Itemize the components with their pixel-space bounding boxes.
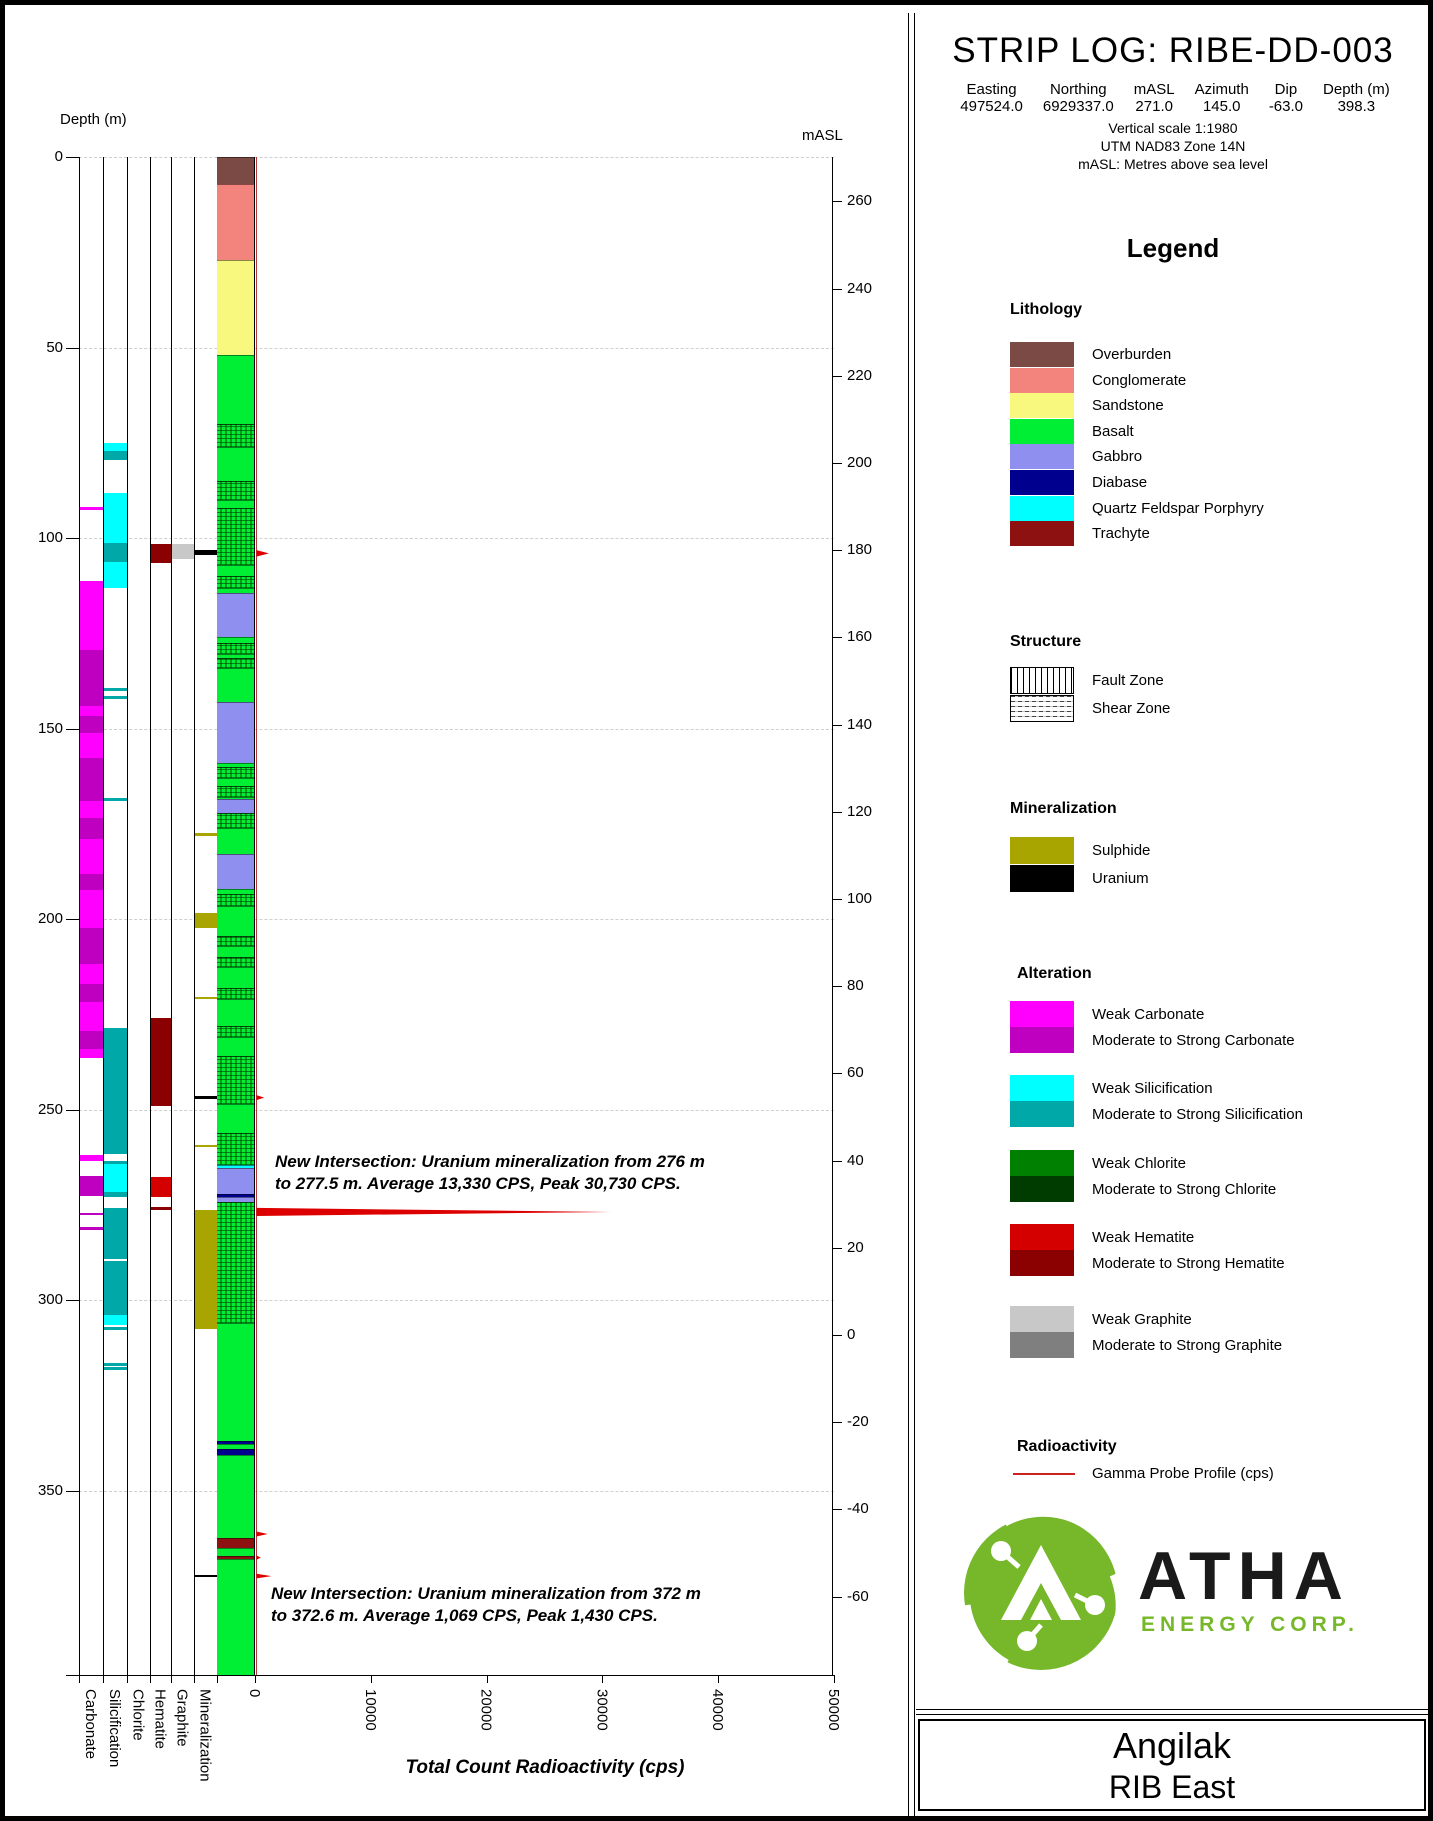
legend-swatch-moderate-to-strong-chlorite (1010, 1176, 1074, 1202)
page-title: STRIP LOG: RIBE-DD-003 (952, 31, 1394, 70)
silicification-interval (104, 493, 127, 543)
masl-tick-label: 240 (847, 279, 873, 297)
collar-field-masl: mASL 271.0 (1133, 81, 1175, 115)
lithology-interval-basalt (217, 767, 254, 778)
legend-swatch-weak-chlorite (1010, 1150, 1074, 1176)
legend-alteration-header: Alteration (1017, 965, 1092, 982)
silicification-interval (104, 1367, 127, 1369)
depth-gridline (79, 538, 834, 539)
legend-label: Moderate to Strong Silicification (1092, 1106, 1303, 1123)
gamma-tick-label: 50000 (825, 1689, 842, 1731)
masl-tick (832, 899, 842, 900)
gamma-tick-label: 0 (246, 1689, 263, 1698)
lithology-interval-basalt (217, 1037, 254, 1056)
carbonate-interval (80, 964, 103, 984)
legend-swatch-gabbro (1010, 444, 1074, 469)
silicification-interval (104, 1327, 127, 1330)
legend-swatch-overburden (1010, 342, 1074, 367)
masl-tick (832, 376, 842, 377)
carbonate-interval (80, 650, 103, 706)
gamma-tick (255, 1675, 256, 1683)
lithology-interval-basalt (217, 828, 254, 855)
lithology-interval-basalt (217, 946, 254, 957)
carbonate-interval (80, 839, 103, 874)
legend-swatch-moderate-to-strong-carbonate (1010, 1027, 1074, 1053)
gamma-tick (371, 1675, 372, 1683)
lithology-interval-basalt (217, 1559, 254, 1675)
masl-tick (832, 1335, 842, 1336)
lithology-interval-gabbro (217, 854, 254, 888)
legend-swatch-trachyte (1010, 521, 1074, 546)
lithology-interval-basalt (217, 1202, 254, 1323)
hematite-interval (151, 544, 171, 563)
lithology-interval-basalt (217, 786, 254, 797)
masl-tick-label: 180 (847, 541, 873, 559)
depth-tick-label: 0 (54, 148, 63, 165)
masl-tick-label: -40 (847, 1500, 869, 1518)
graphite-interval (172, 544, 194, 559)
column-bottom-tick (127, 1675, 128, 1683)
sulphide-interval (195, 1145, 217, 1147)
legend-swatch-sulphide (1010, 837, 1074, 864)
carbonate-interval (80, 818, 103, 839)
carbonate-interval (80, 801, 103, 818)
lithology-interval-basalt (217, 424, 254, 447)
masl-tick (832, 1597, 842, 1598)
gamma-tick (718, 1675, 719, 1683)
legend-label: Moderate to Strong Graphite (1092, 1337, 1283, 1354)
masl-tick-label: 80 (847, 977, 864, 995)
collar-field-easting: Easting 497524.0 (960, 81, 1023, 115)
masl-tick-label: -20 (847, 1413, 869, 1431)
lithology-interval-basalt (217, 1323, 254, 1441)
column-bottom-tick (103, 1675, 104, 1683)
legend-swatch-moderate-to-strong-silicification (1010, 1101, 1074, 1127)
masl-tick (832, 463, 842, 464)
depth-gridline (79, 1110, 834, 1111)
silicification-interval (104, 1192, 127, 1198)
silicification-interval (104, 696, 127, 699)
depth-tick-label: 350 (37, 1481, 63, 1499)
masl-tick (832, 725, 842, 726)
lithology-interval-basalt (217, 576, 254, 587)
legend-label: Moderate to Strong Chlorite (1092, 1181, 1277, 1198)
legend-swatch-conglomerate (1010, 368, 1074, 393)
gamma-tick (834, 1675, 835, 1683)
depth-tick-label: 100 (37, 529, 63, 547)
carbonate-interval (80, 874, 103, 890)
carbonate-interval (80, 1031, 103, 1049)
masl-tick-label: 100 (847, 890, 873, 907)
lithology-interval-basalt (217, 1455, 254, 1538)
column-label-hematite: Hematite (151, 1689, 169, 1750)
gamma-tick (602, 1675, 603, 1683)
legend-label: Conglomerate (1092, 371, 1187, 389)
legend-label: Basalt (1092, 422, 1134, 440)
lithology-interval-gabbro (217, 1168, 254, 1194)
depth-gridline (79, 1491, 834, 1492)
carbonate-interval (80, 706, 103, 716)
masl-tick (832, 1422, 842, 1423)
silicification-interval (104, 1028, 127, 1154)
panel-divider-line-1 (908, 13, 909, 1818)
depth-tick (66, 538, 79, 539)
masl-tick (832, 1509, 842, 1510)
gamma-axis-title: Total Count Radioactivity (cps) (405, 1757, 685, 1778)
carbonate-interval (80, 716, 103, 733)
sulphide-interval (195, 913, 217, 928)
carbonate-interval (80, 1049, 103, 1059)
masl-axis-header: mASL (802, 127, 843, 144)
column-line (150, 157, 151, 1675)
masl-tick-label: 0 (847, 1326, 856, 1343)
masl-tick (832, 637, 842, 638)
column-label-carbonate: Carbonate (82, 1689, 99, 1760)
silicification-interval (104, 798, 127, 801)
legend-label: Overburden (1092, 346, 1172, 363)
column-bottom-tick (79, 1675, 80, 1683)
lithology-interval-basalt (217, 967, 254, 988)
uranium-interval (195, 550, 217, 554)
gamma-profile-legend-line (1013, 1473, 1075, 1475)
masl-tick (832, 812, 842, 813)
lithology-interval-overburden (217, 157, 254, 184)
silicification-interval (104, 1208, 127, 1259)
masl-tick-label: -60 (847, 1587, 869, 1605)
hematite-interval (151, 1207, 171, 1210)
column-label-mineralization: Mineralization (196, 1689, 214, 1782)
lithology-interval-basalt (217, 906, 254, 936)
scale-notes (916, 119, 1430, 173)
legend-swatch-fault-zone (1010, 667, 1074, 694)
carbonate-interval (80, 758, 103, 801)
legend-swatch-weak-hematite (1010, 1224, 1074, 1250)
depth-gridline (79, 348, 834, 349)
column-bottom-tick (194, 1675, 195, 1683)
gamma-tick (487, 1675, 488, 1683)
panel-divider-line-2 (914, 13, 915, 1818)
hematite-interval (151, 1018, 171, 1106)
lithology-interval-gabbro (217, 593, 254, 637)
column-line (103, 157, 104, 1675)
depth-tick (66, 1110, 79, 1111)
carbonate-interval (80, 1002, 103, 1031)
legend-label: Weak Hematite (1092, 1229, 1195, 1246)
masl-tick-label: 140 (847, 715, 873, 733)
masl-tick (832, 1073, 842, 1074)
lithology-interval-basalt (217, 658, 254, 668)
scale-note: mASL: Metres above sea level (1078, 156, 1268, 172)
depth-gridline (79, 729, 834, 730)
depth-tick (66, 1300, 79, 1301)
silicification-interval (104, 443, 127, 451)
column-bottom-tick (150, 1675, 151, 1683)
legend-label: Gabbro (1092, 448, 1143, 466)
hematite-interval (151, 1177, 171, 1198)
lithology-interval-basalt (217, 1548, 254, 1557)
silicification-interval (104, 543, 127, 562)
depth-tick (66, 1491, 79, 1492)
collar-fields (930, 81, 1420, 115)
lithology-interval-gabbro (217, 702, 254, 763)
lithology-interval-basalt (217, 565, 254, 576)
depth-tick (66, 919, 79, 920)
column-bottom-tick (171, 1675, 172, 1683)
masl-tick-label: 160 (847, 628, 873, 646)
legend-label: Diabase (1092, 474, 1148, 491)
scale-note: UTM NAD83 Zone 14N (1100, 138, 1246, 154)
logo-subtext: ENERGY CORP. (1141, 1613, 1359, 1636)
carbonate-interval (80, 928, 103, 964)
silicification-interval (104, 1363, 127, 1365)
project-area: RIB East (1108, 1769, 1236, 1805)
depth-tick (66, 729, 79, 730)
legend-swatch-quartz-feldspar-porphyry (1010, 496, 1074, 521)
uranium-interval (195, 1096, 217, 1099)
gamma-tick-label: 40000 (709, 1689, 727, 1731)
legend-swatch-weak-carbonate (1010, 1001, 1074, 1027)
lithology-interval-basalt (217, 355, 254, 424)
masl-tick-label: 40 (847, 1151, 864, 1169)
gamma-tick-label: 20000 (477, 1689, 495, 1731)
column-line (127, 157, 128, 1675)
lithology-interval-basalt (217, 1026, 254, 1037)
lithology-interval-basalt (217, 481, 254, 500)
legend-swatch-moderate-to-strong-graphite (1010, 1332, 1074, 1358)
lithology-interval-basalt (217, 1104, 254, 1133)
collar-field-depthm: Depth (m) 398.3 (1323, 81, 1390, 115)
masl-tick (832, 289, 842, 290)
gamma-tick-label: 10000 (361, 1689, 379, 1731)
column-bottom-tick (217, 1675, 218, 1683)
depth-gridline (79, 1300, 834, 1301)
uranium-interval (195, 1575, 217, 1578)
column-label-graphite: Graphite (173, 1689, 191, 1747)
gamma-tick-label: 30000 (593, 1689, 611, 1731)
depth-gridline (79, 157, 834, 158)
legend-swatch-diabase (1010, 470, 1074, 495)
lithology-right-edge (254, 157, 255, 1675)
masl-tick (832, 1248, 842, 1249)
masl-tick (832, 986, 842, 987)
legend-label: Weak Silicification (1092, 1080, 1213, 1097)
lithology-interval-basalt (217, 500, 254, 508)
depth-tick (66, 157, 79, 158)
masl-tick-label: 220 (847, 366, 873, 384)
silicification-interval (104, 562, 127, 588)
legend-swatch-weak-silicification (1010, 1075, 1074, 1101)
legend-swatch-uranium (1010, 865, 1074, 892)
legend-label: Weak Chlorite (1092, 1155, 1186, 1172)
carbonate-interval (80, 984, 103, 1002)
carbonate-interval (80, 1227, 103, 1230)
lithology-interval-basalt (217, 643, 254, 654)
lithology-interval-basalt (217, 447, 254, 481)
legend-label: Fault Zone (1092, 672, 1164, 689)
lithology-interval-basalt (217, 508, 254, 565)
legend-label: Quartz Feldspar Porphyry (1092, 499, 1264, 517)
lithology-interval-sandstone (217, 260, 254, 355)
lithology-interval-basalt (217, 668, 254, 702)
silicification-interval (104, 451, 127, 460)
column-label-chlorite: Chlorite (129, 1689, 147, 1741)
legend-swatch-shear-zone (1010, 695, 1074, 722)
depth-tick-label: 200 (37, 910, 63, 928)
legend-structure-header: Structure (1010, 633, 1082, 650)
masl-tick-label: 260 (847, 192, 873, 210)
legend-title: Legend (1126, 233, 1220, 263)
depth-tick-label: 50 (46, 338, 63, 356)
lithology-interval-gabbro (217, 799, 254, 812)
footer-divider-line-2 (916, 1714, 1428, 1715)
depth-gridline (79, 919, 834, 920)
lithology-interval-basalt (217, 813, 254, 828)
lithology-interval-conglomerate (217, 184, 254, 260)
lithology-interval-trachyte (217, 1538, 254, 1548)
masl-tick-label: 20 (847, 1238, 864, 1256)
carbonate-interval (80, 733, 103, 758)
legend-swatch-sandstone (1010, 393, 1074, 418)
legend-swatch-basalt (1010, 419, 1074, 444)
legend-label: Weak Graphite (1092, 1311, 1192, 1328)
collar-field-northing: Northing 6929337.0 (1042, 81, 1114, 115)
project-name: Angilak (1112, 1725, 1232, 1766)
lithology-interval-basalt (217, 1133, 254, 1165)
carbonate-interval (80, 1155, 103, 1161)
legend-lithology-header: Lithology (1010, 301, 1082, 318)
legend-mineralization-header: Mineralization (1010, 800, 1117, 817)
masl-tick-label: 60 (847, 1064, 864, 1082)
lithology-interval-basalt (217, 988, 254, 999)
sulphide-interval (195, 997, 217, 999)
carbonate-interval (80, 581, 103, 650)
logo-text: ATHA (1138, 1538, 1350, 1614)
silicification-interval (104, 1315, 127, 1325)
legend-label: Trachyte (1092, 525, 1150, 543)
masl-tick-label: 120 (847, 802, 873, 820)
lithology-interval-basalt (217, 936, 254, 946)
carbonate-interval (80, 507, 103, 510)
masl-tick (832, 1161, 842, 1162)
lithology-interval-basalt (217, 894, 254, 905)
legend-label: Shear Zone (1092, 700, 1171, 717)
scale-note: Vertical scale 1:1980 (1108, 120, 1238, 136)
carbonate-interval (80, 1176, 103, 1195)
carbonate-interval (80, 1213, 103, 1216)
depth-tick-label: 300 (37, 1291, 63, 1309)
legend-label: Weak Carbonate (1092, 1006, 1205, 1023)
depth-tick-label: 250 (37, 1100, 63, 1118)
collar-field-azimuth: Azimuth 145.0 (1194, 81, 1249, 115)
sulphide-interval (195, 1210, 217, 1329)
silicification-interval (104, 688, 127, 691)
legend-label: Gamma Probe Profile (cps) (1092, 1465, 1274, 1482)
masl-tick (832, 550, 842, 551)
carbonate-interval (80, 890, 103, 928)
legend-label: Moderate to Strong Carbonate (1092, 1032, 1295, 1049)
lithology-interval-basalt (217, 957, 254, 967)
lithology-interval-basalt (217, 778, 254, 786)
lithology-interval-basalt (217, 999, 254, 1026)
depth-tick (66, 348, 79, 349)
silicification-interval (104, 1164, 127, 1191)
legend-label: Sulphide (1092, 842, 1151, 859)
column-line (171, 157, 172, 1675)
project-box (918, 1719, 1426, 1811)
masl-tick (832, 201, 842, 202)
silicification-interval (104, 1261, 127, 1315)
legend-radioactivity-header: Radioactivity (1017, 1438, 1117, 1455)
masl-tick-label: 200 (847, 454, 873, 471)
annotation-intersection-372m: New Intersection: Uranium mineralization from 372 m to 372.6 m. Average 1,069 CPS, Peak 1,430 CPS. (271, 1584, 701, 1625)
column-label-silicification: Silicification (106, 1689, 123, 1768)
legend-label: Uranium (1092, 870, 1149, 887)
annotation-intersection-276m: New Intersection: Uranium mineralization from 276 m to 277.5 m. Average 13,330 CPS, Peak 30,730 CPS. (275, 1152, 705, 1193)
masl-axis-line (832, 157, 833, 1675)
sulphide-interval (195, 833, 217, 836)
legend-swatch-moderate-to-strong-hematite (1010, 1250, 1074, 1276)
collar-field-dip: Dip -63.0 (1268, 81, 1304, 115)
depth-tick-label: 150 (37, 719, 63, 737)
depth-axis-header: Depth (m) (60, 111, 127, 128)
legend-label: Moderate to Strong Hematite (1092, 1255, 1285, 1272)
lithology-interval-basalt (217, 1056, 254, 1104)
legend-swatch-weak-graphite (1010, 1306, 1074, 1332)
footer-divider-line-1 (916, 1709, 1428, 1710)
legend-label: Sandstone (1092, 397, 1164, 415)
